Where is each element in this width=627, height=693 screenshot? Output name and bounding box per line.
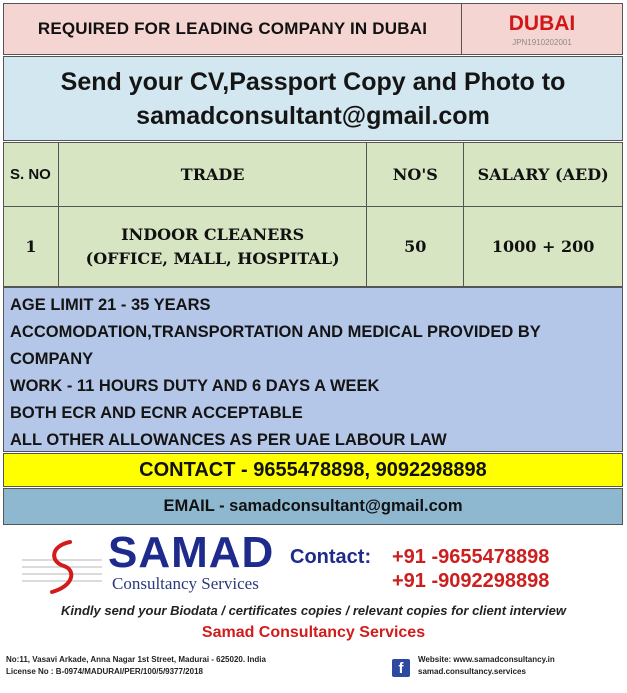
email-bar: EMAIL - samadconsultant@gmail.com	[3, 488, 623, 525]
brand-phone-1: +91 -9655478898	[392, 546, 550, 568]
company-name: Samad Consultancy Services	[201, 624, 426, 641]
license-line: License No : B-0974/MADURAI/PER/100/5/9377/2018	[6, 667, 203, 676]
detail-line: BOTH ECR AND ECNR ACCEPTABLE	[10, 404, 303, 422]
detail-line: COMPANY	[10, 350, 94, 368]
header-row	[3, 3, 623, 55]
column-header-trade: TRADE	[58, 143, 366, 207]
trade-name: INDOOR CLEANERS	[121, 224, 305, 244]
table-row	[4, 207, 623, 287]
brand-footer	[0, 528, 627, 693]
cell-trade	[58, 207, 366, 287]
detail-line: ALL OTHER ALLOWANCES AS PER UAE LABOUR LAW	[10, 431, 447, 449]
brand-phone-2: +91 -9092298898	[392, 570, 550, 592]
send-cv-text: Send your CV,Passport Copy and Photo to	[60, 67, 566, 96]
send-cv-box	[3, 56, 623, 141]
facebook-page-line: samad.consultancy.services	[418, 667, 526, 676]
city-box	[462, 3, 623, 55]
job-table	[3, 142, 623, 287]
header-title: REQUIRED FOR LEADING COMPANY IN DUBAI	[3, 3, 462, 55]
column-header-sno: S. NO	[4, 143, 59, 207]
city-name: DUBAI	[508, 11, 576, 35]
website-block	[418, 654, 555, 678]
cell-salary: 1000 + 200	[464, 207, 623, 287]
cell-sno: 1	[4, 207, 59, 287]
trade-places: (OFFICE, MALL, HOSPITAL)	[85, 248, 340, 268]
brand-contact-label: Contact:	[290, 546, 372, 568]
website-line: Website: www.samadconsultancy.in	[418, 655, 555, 664]
detail-line: ACCOMODATION,TRANSPORTATION AND MEDICAL PROVIDED BY	[10, 323, 541, 341]
detail-line: WORK - 11 HOURS DUTY AND 6 DAYS A WEEK	[10, 377, 380, 395]
table-header-row	[4, 143, 623, 207]
kindly-note: Kindly send your Biodata / certificates copies / relevant copies for client interview	[61, 603, 566, 618]
brand-name: SAMAD	[108, 528, 275, 577]
brand-subtitle: Consultancy Services	[112, 574, 259, 593]
samad-logo-icon	[22, 536, 102, 598]
address-line: No:11, Vasavi Arkade, Anna Nagar 1st Street, Madurai - 625020. India	[6, 655, 266, 664]
column-header-nos: NO'S	[367, 143, 464, 207]
contact-bar: CONTACT - 9655478898, 9092298898	[3, 453, 623, 487]
cell-nos: 50	[367, 207, 464, 287]
requirements-box	[3, 287, 623, 452]
detail-line: AGE LIMIT 21 - 35 YEARS	[10, 296, 211, 314]
send-cv-email: samadconsultant@gmail.com	[136, 101, 490, 130]
column-header-salary: SALARY (AED)	[464, 143, 623, 207]
facebook-icon: f	[392, 659, 410, 677]
job-code: JPN1910202001	[512, 37, 572, 47]
address-block	[6, 654, 266, 678]
